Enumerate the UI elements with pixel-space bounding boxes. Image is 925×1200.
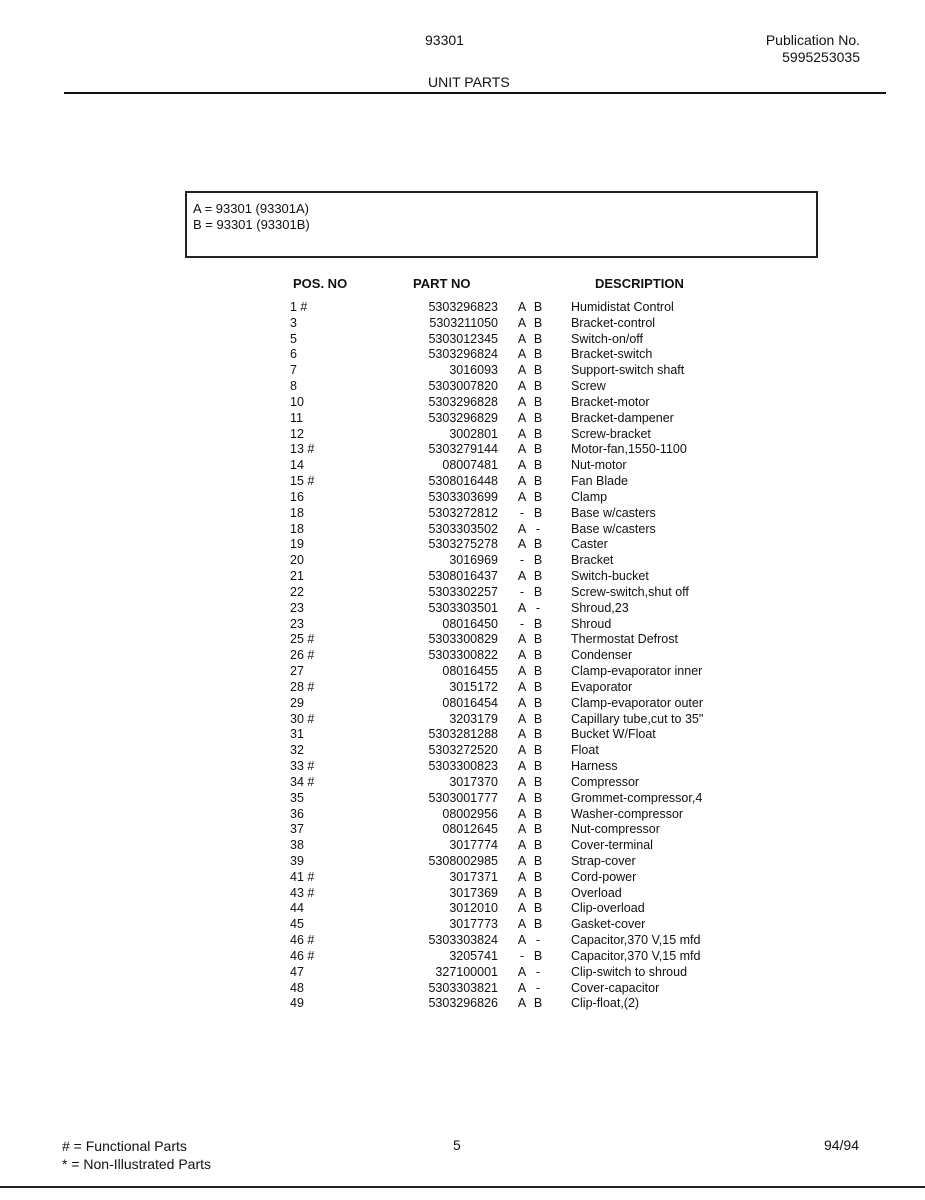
description-cell: Fan Blade (571, 474, 628, 489)
model-b-cell: B (533, 822, 543, 837)
pos-no-cell: 28 # (290, 679, 315, 694)
model-b-cell: B (533, 885, 543, 900)
pos-no-cell: 23 (290, 616, 304, 631)
model-b-cell: - (535, 933, 541, 948)
footer-divider (0, 1186, 925, 1188)
model-a-cell: A (517, 679, 527, 694)
description-cell: Base w/casters (571, 521, 656, 536)
model-b-cell: B (533, 727, 543, 742)
model-a-cell: A (517, 806, 527, 821)
pos-no-cell: 44 (290, 901, 304, 916)
part-no-cell: 5303281288 (428, 727, 498, 742)
table-row (290, 775, 730, 791)
model-a-cell: A (517, 822, 527, 837)
publication-number: 5995253035 (782, 49, 860, 65)
description-cell: Nut-compressor (571, 822, 660, 837)
model-b-cell: B (533, 679, 543, 694)
model-a-cell: A (517, 917, 527, 932)
part-no-cell: 5303300822 (428, 648, 498, 663)
description-cell: Switch-on/off (571, 331, 644, 346)
column-header-part: PART NO (413, 276, 471, 291)
table-row (290, 838, 730, 854)
table-row (290, 680, 730, 696)
model-a-cell: A (517, 695, 527, 710)
model-a-cell: A (517, 347, 527, 362)
model-a-cell: A (517, 489, 527, 504)
pos-no-cell: 30 # (290, 711, 315, 726)
table-row (290, 996, 730, 1012)
description-cell: Base w/casters (571, 505, 656, 520)
part-no-cell: 3016969 (449, 553, 498, 568)
description-cell: Clamp (571, 489, 608, 504)
model-a-cell: A (517, 790, 527, 805)
pos-no-cell: 29 (290, 695, 304, 710)
pos-no-cell: 46 # (290, 933, 315, 948)
part-no-cell: 08012645 (442, 822, 498, 837)
model-a-cell: A (517, 711, 527, 726)
table-row (290, 300, 730, 316)
description-cell: Overload (571, 885, 622, 900)
model-a-cell: A (517, 521, 527, 536)
pos-no-cell: 11 (290, 410, 303, 425)
part-no-cell: 08016450 (442, 616, 498, 631)
model-b-cell: B (533, 569, 543, 584)
description-cell: Harness (571, 759, 618, 774)
model-b-cell: B (533, 616, 543, 631)
description-cell: Switch-bucket (571, 569, 649, 584)
model-b-cell: B (533, 948, 543, 963)
part-no-cell: 3017369 (449, 885, 498, 900)
table-row (290, 442, 730, 458)
part-no-cell: 5303007820 (428, 379, 498, 394)
table-row (290, 506, 730, 522)
description-cell: Cover-capacitor (571, 980, 660, 995)
description-cell: Gasket-cover (571, 917, 646, 932)
model-a-cell: A (517, 933, 527, 948)
model-a-cell: A (517, 315, 527, 330)
model-b-cell: - (535, 980, 541, 995)
description-cell: Caster (571, 537, 608, 552)
description-cell: Bracket (571, 553, 614, 568)
model-a-cell: A (517, 838, 527, 853)
part-no-cell: 3203179 (449, 711, 498, 726)
model-a-cell: A (517, 474, 527, 489)
description-cell: Float (571, 743, 599, 758)
pos-no-cell: 20 (290, 553, 304, 568)
model-b-cell: B (533, 790, 543, 805)
model-b-cell: B (533, 315, 543, 330)
model-a-cell: A (517, 426, 527, 441)
model-b-cell: B (533, 632, 543, 647)
model-a-cell: A (517, 363, 527, 378)
description-cell: Nut-motor (571, 458, 627, 473)
table-row (290, 617, 730, 633)
pos-no-cell: 43 # (290, 885, 315, 900)
model-a-cell: - (519, 616, 525, 631)
pos-no-cell: 22 (290, 584, 304, 599)
model-a-cell: A (517, 569, 527, 584)
model-b-cell: B (533, 300, 543, 314)
pos-no-cell: 35 (290, 790, 304, 805)
description-cell: Humidistat Control (571, 300, 674, 314)
description-cell: Capacitor,370 V,15 mfd (571, 933, 701, 948)
description-cell: Condenser (571, 648, 633, 663)
model-b-cell: B (533, 869, 543, 884)
table-row (290, 569, 730, 585)
pos-no-cell: 18 (290, 521, 304, 536)
pos-no-cell: 14 (290, 458, 304, 473)
pos-no-cell: 48 (290, 980, 304, 995)
pos-no-cell: 27 (290, 664, 304, 679)
description-cell: Bracket-dampener (571, 410, 674, 425)
description-cell: Bracket-motor (571, 394, 650, 409)
table-row (290, 347, 730, 363)
description-cell: Bracket-switch (571, 347, 653, 362)
part-no-cell: 5303211050 (429, 315, 498, 330)
legend-non-illustrated: * = Non-Illustrated Parts (62, 1156, 212, 1172)
model-b-cell: B (533, 648, 543, 663)
description-cell: Cover-terminal (571, 838, 653, 853)
model-a-cell: A (517, 331, 527, 346)
pos-no-cell: 5 (290, 331, 297, 346)
model-b-cell: B (533, 410, 543, 425)
part-no-cell: 5303012345 (428, 331, 498, 346)
table-row (290, 822, 730, 838)
model-a-cell: A (517, 996, 527, 1011)
column-header-description: DESCRIPTION (595, 276, 684, 291)
part-no-cell: 3015172 (449, 679, 498, 694)
legend-functional: # = Functional Parts (62, 1138, 187, 1154)
model-b-cell: B (533, 743, 543, 758)
part-no-cell: 327100001 (435, 964, 498, 979)
model-b-cell: B (533, 489, 543, 504)
publication-date: 94/94 (823, 1137, 859, 1153)
description-cell: Shroud (571, 616, 612, 631)
model-b-cell: B (533, 474, 543, 489)
table-row (290, 759, 730, 775)
model-a-cell: A (517, 885, 527, 900)
table-row (290, 379, 730, 395)
model-b-cell: B (533, 838, 543, 853)
model-b-cell: B (533, 363, 543, 378)
table-row (290, 632, 730, 648)
model-a-cell: A (517, 743, 527, 758)
description-cell: Clamp-evaporator outer (571, 695, 704, 710)
model-a-cell: A (517, 410, 527, 425)
table-row (290, 807, 730, 823)
table-row (290, 854, 730, 870)
header-divider (64, 92, 886, 94)
description-cell: Cord-power (571, 869, 637, 884)
model-a-cell: A (517, 537, 527, 552)
pos-no-cell: 6 (290, 347, 297, 362)
model-a-cell: A (517, 648, 527, 663)
table-row (290, 870, 730, 886)
model-a-cell: A (517, 759, 527, 774)
model-key-a: A = 93301 (93301A) (193, 201, 310, 216)
model-b-cell: B (533, 394, 543, 409)
publication-info (766, 32, 860, 66)
pos-no-cell: 12 (290, 426, 304, 441)
part-no-cell: 5303296828 (428, 394, 498, 409)
part-no-cell: 5308016448 (428, 474, 498, 489)
pos-no-cell: 23 (290, 600, 304, 615)
table-row (290, 474, 730, 490)
model-b-cell: B (533, 664, 543, 679)
model-a-cell: A (517, 442, 527, 457)
table-row (290, 648, 730, 664)
description-cell: Shroud,23 (571, 600, 629, 615)
model-b-cell: B (533, 553, 543, 568)
part-no-cell: 5303296829 (428, 410, 498, 425)
model-a-cell: A (517, 964, 527, 979)
model-b-cell: B (533, 505, 543, 520)
pos-no-cell: 37 (290, 822, 304, 837)
part-no-cell: 3205741 (449, 948, 498, 963)
part-no-cell: 5303303699 (428, 489, 498, 504)
model-b-cell: B (533, 442, 543, 457)
model-a-cell: A (517, 458, 527, 473)
description-cell: Clip-overload (571, 901, 645, 916)
table-row (290, 601, 730, 617)
table-row (290, 522, 730, 538)
model-a-cell: - (519, 553, 525, 568)
pos-no-cell: 41 # (290, 869, 315, 884)
pos-no-cell: 7 (290, 363, 297, 378)
model-a-cell: A (517, 727, 527, 742)
table-row (290, 965, 730, 981)
description-cell: Screw-bracket (571, 426, 651, 441)
part-no-cell: 5308016437 (428, 569, 498, 584)
part-no-cell: 5303279144 (428, 442, 498, 457)
model-b-cell: B (533, 537, 543, 552)
model-b-cell: - (535, 600, 541, 615)
parts-list (290, 300, 730, 1012)
model-b-cell: - (535, 964, 541, 979)
table-row (290, 490, 730, 506)
model-a-cell: A (517, 664, 527, 679)
table-row (290, 411, 730, 427)
model-b-cell: B (533, 806, 543, 821)
page-number: 5 (453, 1137, 461, 1153)
part-no-cell: 08007481 (442, 458, 498, 473)
model-a-cell: - (519, 948, 525, 963)
table-row (290, 537, 730, 553)
pos-no-cell: 33 # (290, 759, 315, 774)
model-a-cell: A (517, 300, 527, 314)
part-no-cell: 5303272812 (428, 505, 498, 520)
table-row (290, 886, 730, 902)
description-cell: Support-switch shaft (571, 363, 685, 378)
table-row (290, 949, 730, 965)
pos-no-cell: 47 (290, 964, 304, 979)
table-row (290, 316, 730, 332)
model-b-cell: B (533, 695, 543, 710)
description-cell: Evaporator (571, 679, 633, 694)
pos-no-cell: 39 (290, 853, 304, 868)
table-row (290, 363, 730, 379)
pos-no-cell: 32 (290, 743, 304, 758)
pos-no-cell: 31 (290, 727, 304, 742)
description-cell: Bucket W/Float (571, 727, 656, 742)
description-cell: Motor-fan,1550-1100 (571, 442, 687, 457)
pos-no-cell: 36 (290, 806, 304, 821)
pos-no-cell: 15 # (290, 474, 315, 489)
part-no-cell: 3017370 (449, 774, 498, 789)
pos-no-cell: 46 # (290, 948, 315, 963)
pos-no-cell: 21 (290, 569, 304, 584)
model-b-cell: B (533, 996, 543, 1011)
model-b-cell: B (533, 458, 543, 473)
model-b-cell: B (533, 379, 543, 394)
model-a-cell: A (517, 774, 527, 789)
table-row (290, 727, 730, 743)
model-a-cell: A (517, 853, 527, 868)
part-no-cell: 5303272520 (428, 743, 498, 758)
model-b-cell: B (533, 711, 543, 726)
table-row (290, 458, 730, 474)
table-row (290, 395, 730, 411)
table-row (290, 791, 730, 807)
model-b-cell: B (533, 331, 543, 346)
pos-no-cell: 19 (290, 537, 304, 552)
part-no-cell: 5303296823 (428, 300, 498, 314)
description-cell: Clip-switch to shroud (571, 964, 688, 979)
publication-label: Publication No. (765, 32, 860, 48)
description-cell: Screw (571, 379, 606, 394)
model-a-cell: A (517, 600, 527, 615)
table-row (290, 585, 730, 601)
model-b-cell: B (533, 584, 543, 599)
table-row (290, 553, 730, 569)
description-cell: Clip-float,(2) (571, 996, 640, 1011)
model-a-cell: A (517, 869, 527, 884)
table-row (290, 933, 730, 949)
pos-no-cell: 49 (290, 996, 304, 1011)
pos-no-cell: 16 (290, 489, 304, 504)
part-no-cell: 3017774 (449, 838, 498, 853)
part-no-cell: 3002801 (449, 426, 498, 441)
part-no-cell: 5303303821 (428, 980, 498, 995)
description-cell: Capacitor,370 V,15 mfd (571, 948, 701, 963)
model-b-cell: B (533, 917, 543, 932)
column-header-pos: POS. NO (293, 276, 348, 291)
pos-no-cell: 13 # (290, 442, 315, 457)
model-a-cell: A (517, 980, 527, 995)
model-key-b: B = 93301 (93301B) (193, 217, 310, 232)
model-b-cell: B (533, 774, 543, 789)
table-row (290, 664, 730, 680)
part-no-cell: 3017371 (449, 869, 498, 884)
part-no-cell: 5303303501 (428, 600, 498, 615)
part-no-cell: 3016093 (449, 363, 498, 378)
part-no-cell: 5303300829 (428, 632, 498, 647)
part-no-cell: 5303001777 (428, 790, 498, 805)
model-b-cell: B (533, 347, 543, 362)
part-no-cell: 5303303502 (428, 521, 498, 536)
pos-no-cell: 10 (290, 394, 304, 409)
table-row (290, 917, 730, 933)
model-a-cell: A (517, 901, 527, 916)
description-cell: Thermostat Defrost (571, 632, 678, 647)
model-number: 93301 (425, 32, 464, 48)
table-row (290, 712, 730, 728)
description-cell: Strap-cover (571, 853, 636, 868)
model-b-cell: B (533, 759, 543, 774)
model-b-cell: B (533, 426, 543, 441)
part-no-cell: 3012010 (449, 901, 498, 916)
model-a-cell: - (519, 584, 525, 599)
model-a-cell: A (517, 632, 527, 647)
table-row (290, 743, 730, 759)
pos-no-cell: 3 (290, 315, 297, 330)
model-a-cell: A (517, 379, 527, 394)
description-cell: Capillary tube,cut to 35" (571, 711, 704, 726)
table-row (290, 332, 730, 348)
pos-no-cell: 26 # (290, 648, 315, 663)
pos-no-cell: 18 (290, 505, 304, 520)
description-cell: Clamp-evaporator inner (571, 664, 703, 679)
part-no-cell: 5303303824 (428, 933, 498, 948)
description-cell: Grommet-compressor,4 (571, 790, 703, 805)
pos-no-cell: 45 (290, 917, 304, 932)
model-key-box (185, 191, 818, 258)
table-row (290, 696, 730, 712)
pos-no-cell: 34 # (290, 774, 315, 789)
model-a-cell: - (519, 505, 525, 520)
description-cell: Washer-compressor (571, 806, 684, 821)
part-no-cell: 08016455 (442, 664, 498, 679)
part-no-cell: 08002956 (442, 806, 498, 821)
section-title: UNIT PARTS (428, 74, 510, 90)
part-no-cell: 5303275278 (428, 537, 498, 552)
part-no-cell: 5303296826 (428, 996, 498, 1011)
table-row (290, 427, 730, 443)
pos-no-cell: 8 (290, 379, 297, 394)
legend (62, 1137, 211, 1173)
model-b-cell: B (533, 901, 543, 916)
description-cell: Compressor (571, 774, 640, 789)
part-no-cell: 08016454 (442, 695, 498, 710)
description-cell: Bracket-control (571, 315, 656, 330)
table-row (290, 901, 730, 917)
description-cell: Screw-switch,shut off (571, 584, 689, 599)
part-no-cell: 5308002985 (428, 853, 498, 868)
pos-no-cell: 38 (290, 838, 304, 853)
model-b-cell: - (535, 521, 541, 536)
model-b-cell: B (533, 853, 543, 868)
part-no-cell: 3017773 (449, 917, 498, 932)
pos-no-cell: 1 # (290, 300, 308, 314)
part-no-cell: 5303296824 (428, 347, 498, 362)
part-no-cell: 5303302257 (428, 584, 498, 599)
table-row (290, 981, 730, 997)
part-no-cell: 5303300823 (428, 759, 498, 774)
model-a-cell: A (517, 394, 527, 409)
pos-no-cell: 25 # (290, 632, 315, 647)
